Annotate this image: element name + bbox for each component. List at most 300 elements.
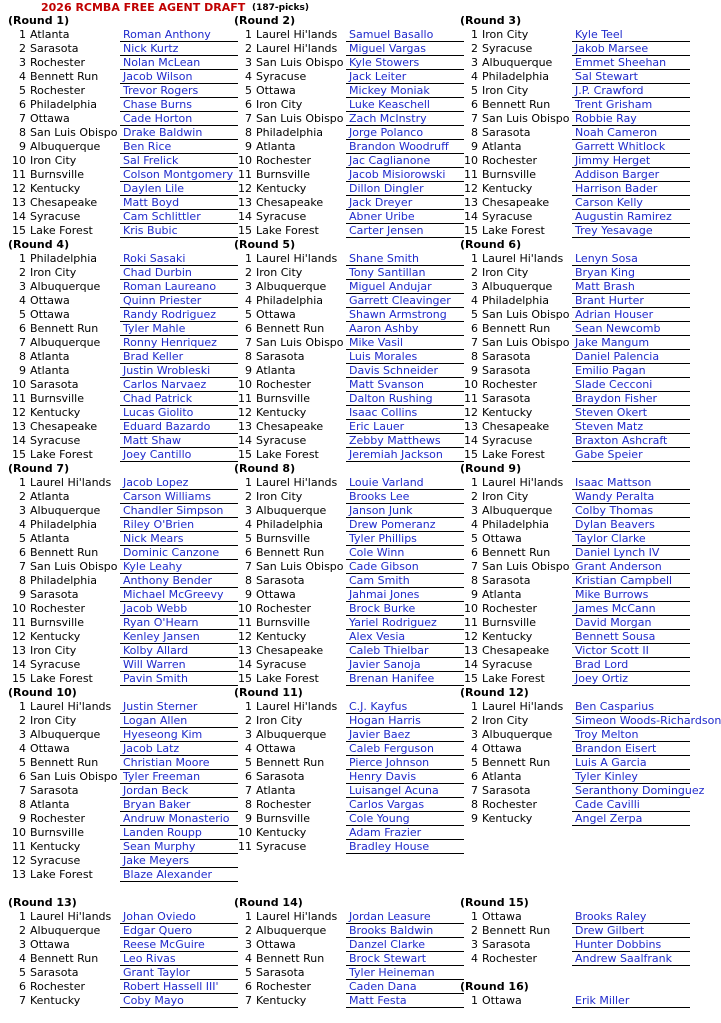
pick-row [452,602,687,616]
team-name: Laurel Hi'lands [256,476,338,489]
player-link[interactable]: Matt Shaw [120,434,238,448]
pick-row [0,350,235,364]
player-link[interactable]: Danzel Clarke [346,938,464,952]
player-link[interactable]: Ben Casparius [572,700,690,714]
player-link[interactable]: Jacob Lopez [120,476,238,490]
player-link[interactable]: Troy Melton [572,728,690,742]
player-link[interactable]: Javier Baez [346,728,464,742]
player-link[interactable]: Cade Cavilli [572,798,690,812]
pick-number: 2 [19,714,26,727]
pick-number: 1 [19,252,26,265]
player-link[interactable]: Eduard Bazardo [120,420,238,434]
pick-number: 11 [238,168,252,181]
round-block [0,896,235,1008]
player-link[interactable]: Hunter Dobbins [572,938,690,952]
player-link[interactable]: Gabe Speier [572,448,690,462]
round-title: (Round 12) [460,686,529,699]
pick-number: 1 [471,252,478,265]
player-link[interactable]: Kristian Campbell [572,574,690,588]
pick-row [452,714,721,728]
round-title: (Round 14) [234,896,303,909]
player-link[interactable]: Bradley House [346,840,464,854]
player-link[interactable]: Jacob Wilson [120,70,238,84]
player-link[interactable]: Jahmai Jones [346,588,464,602]
player-link[interactable]: Henry Davis [346,770,464,784]
player-link[interactable]: Logan Allen [120,714,238,728]
player-link[interactable]: Kyle Leahy [120,560,238,574]
pick-number: 5 [245,308,252,321]
player-link[interactable]: Justin Sterner [120,700,238,714]
pick-row [226,798,461,812]
player-link[interactable]: Dominic Canzone [120,546,238,560]
player-link[interactable]: Robbie Ray [572,112,690,126]
player-link[interactable]: Sean Murphy [120,840,238,854]
player-link[interactable]: Steven Okert [572,406,690,420]
player-link[interactable]: Jake Meyers [120,854,238,868]
pick-row [0,196,235,210]
player-link[interactable]: Kyle Stowers [346,56,464,70]
player-link[interactable]: Nick Mears [120,532,238,546]
pick-number: 13 [12,868,26,881]
player-link[interactable]: Brooks Lee [346,490,464,504]
pick-number: 10 [238,602,252,615]
round-title: (Round 4) [8,238,70,251]
pick-number: 15 [12,224,26,237]
player-link[interactable]: Roman Laureano [120,280,238,294]
player-link[interactable]: Dalton Rushing [346,392,464,406]
player-link[interactable]: Kolby Allard [120,644,238,658]
pick-number: 7 [19,994,26,1007]
pick-row [452,252,687,266]
player-link[interactable]: Harrison Bader [572,182,690,196]
player-link[interactable]: Jordan Leasure [346,910,464,924]
player-link[interactable]: Brandon Eisert [572,742,690,756]
round-title: (Round 7) [8,462,70,475]
team-name: Sarasota [30,588,79,601]
team-name: Kentucky [30,182,81,195]
player-link[interactable]: Bennett Sousa [572,630,690,644]
player-link[interactable]: Samuel Basallo [346,28,464,42]
player-link[interactable]: Cole Winn [346,546,464,560]
player-link[interactable]: Isaac Collins [346,406,464,420]
player-link[interactable]: Joey Ortiz [572,672,690,686]
player-link[interactable]: Drew Gilbert [572,924,690,938]
player-link[interactable]: Matt Festa [346,994,464,1008]
player-link[interactable]: Kris Bubic [120,224,238,238]
team-name: Sarasota [482,392,531,405]
pick-number: 15 [12,672,26,685]
player-link[interactable]: Noah Cameron [572,126,690,140]
team-name: Burnsville [256,168,310,181]
player-link[interactable]: Cole Young [346,812,464,826]
player-link[interactable]: Janson Junk [346,504,464,518]
player-link[interactable]: Drew Pomeranz [346,518,464,532]
player-link[interactable]: Roki Sasaki [120,252,238,266]
player-link[interactable]: Daylen Lile [120,182,238,196]
team-name: Kentucky [256,826,307,839]
player-link[interactable]: Randy Rodriguez [120,308,238,322]
player-link[interactable]: Trey Yesavage [572,224,690,238]
player-link[interactable]: Bryan King [572,266,690,280]
team-name: Ottawa [30,938,70,951]
team-name: Rochester [30,84,85,97]
pick-number: 1 [471,28,478,41]
team-name: Philadelphia [30,574,98,587]
pick-row [452,518,687,532]
player-link[interactable]: J.P. Crawford [572,84,690,98]
player-link[interactable]: Michael McGreevy [120,588,238,602]
pick-row [452,630,687,644]
player-link[interactable]: Tyler Freeman [120,770,238,784]
player-link[interactable]: Trent Grisham [572,98,690,112]
pick-row [0,658,235,672]
player-link[interactable]: Carson Williams [120,490,238,504]
round-block [226,14,461,238]
pick-number: 7 [245,112,252,125]
player-link[interactable]: Matt Brash [572,280,690,294]
team-name: Kentucky [482,630,533,643]
player-link[interactable]: Adrian Houser [572,308,690,322]
player-link[interactable]: Caden Dana [346,980,464,994]
player-link[interactable]: Jacob Webb [120,602,238,616]
pick-row [0,518,235,532]
pick-number: 8 [19,350,26,363]
pick-row [0,784,235,798]
team-name: Burnsville [256,392,310,405]
player-link[interactable]: Will Warren [120,658,238,672]
page-title: 2026 RCMBA FREE AGENT DRAFT [41,1,246,14]
player-link[interactable]: Jeremiah Jackson [346,448,464,462]
player-link[interactable]: Matt Svanson [346,378,464,392]
player-link[interactable]: Brad Lord [572,658,690,672]
pick-row [452,224,687,238]
team-name: San Luis Obispo [482,112,570,125]
player-link[interactable]: Steven Matz [572,420,690,434]
team-name: Philadelphia [482,70,550,83]
player-link[interactable]: Chase Burns [120,98,238,112]
pick-row [226,672,461,686]
player-link[interactable]: Cam Smith [346,574,464,588]
player-link[interactable]: Brant Hurter [572,294,690,308]
team-name: Albuquerque [256,728,327,741]
pick-row [0,574,235,588]
player-link[interactable]: Jac Caglianone [346,154,464,168]
player-link[interactable]: Riley O'Brien [120,518,238,532]
player-link[interactable]: Brock Stewart [346,952,464,966]
player-link[interactable]: Ryan O'Hearn [120,616,238,630]
player-link[interactable]: Trevor Rogers [120,84,238,98]
player-link[interactable]: Kyle Teel [572,28,690,42]
player-link[interactable]: Pierce Johnson [346,756,464,770]
player-link[interactable]: Taylor Clarke [572,532,690,546]
team-name: Syracuse [482,434,533,447]
pick-row [226,714,461,728]
player-link[interactable]: Tony Santillan [346,266,464,280]
player-link[interactable]: Brandon Woodruff [346,140,464,154]
player-link[interactable]: Miguel Vargas [346,42,464,56]
player-link[interactable]: Braydon Fisher [572,392,690,406]
player-link[interactable]: Erik Miller [572,994,690,1008]
team-name: Philadelphia [30,252,98,265]
player-link[interactable]: Addison Barger [572,168,690,182]
pick-number: 11 [12,616,26,629]
player-link[interactable]: Sal Stewart [572,70,690,84]
player-link[interactable]: Cam Schlittler [120,210,238,224]
player-link[interactable]: Emmet Sheehan [572,56,690,70]
team-name: Iron City [30,714,77,727]
player-link[interactable]: Kenley Jansen [120,630,238,644]
player-link[interactable]: Hogan Harris [346,714,464,728]
player-link[interactable]: Angel Zerpa [572,812,690,826]
round-block [0,238,235,462]
pick-number: 15 [238,448,252,461]
pick-number: 6 [245,322,252,335]
player-link[interactable]: Roman Anthony [120,28,238,42]
player-link[interactable]: Wandy Peralta [572,490,690,504]
player-link[interactable]: Brooks Raley [572,910,690,924]
team-name: Lake Forest [482,448,545,461]
player-link[interactable]: Jimmy Herget [572,154,690,168]
player-link[interactable]: Quinn Priester [120,294,238,308]
team-name: Rochester [482,602,537,615]
team-name: Chesapeake [482,420,550,433]
pick-number: 11 [12,840,26,853]
pick-row [226,756,461,770]
player-link[interactable]: Caleb Thielbar [346,644,464,658]
player-link[interactable]: Grant Taylor [120,966,238,980]
player-link[interactable]: Mickey Moniak [346,84,464,98]
player-link[interactable]: Pavin Smith [120,672,238,686]
team-name: Lake Forest [256,224,319,237]
team-name: Albuquerque [256,504,327,517]
team-name: San Luis Obispo [30,770,118,783]
player-link[interactable]: Jacob Latz [120,742,238,756]
player-link[interactable]: Alex Vesia [346,630,464,644]
pick-number: 2 [245,490,252,503]
player-link[interactable]: Hyeseong Kim [120,728,238,742]
player-link[interactable]: Aaron Ashby [346,322,464,336]
team-name: Sarasota [30,378,79,391]
pick-row [452,532,687,546]
player-link[interactable]: Mike Vasil [346,336,464,350]
pick-row [452,56,687,70]
round-title: (Round 8) [234,462,296,475]
player-link[interactable]: Abner Uribe [346,210,464,224]
player-link[interactable]: Luke Keaschell [346,98,464,112]
player-link[interactable]: Cade Gibson [346,560,464,574]
team-name: Iron City [482,84,529,97]
player-link[interactable]: Brad Keller [120,350,238,364]
player-link[interactable]: Tyler Mahle [120,322,238,336]
player-link[interactable]: Reese McGuire [120,938,238,952]
pick-number: 8 [19,574,26,587]
player-link[interactable]: Adam Frazier [346,826,464,840]
player-link[interactable]: Emilio Pagan [572,364,690,378]
player-link[interactable]: Blaze Alexander [120,868,238,882]
player-link[interactable]: Luis Morales [346,350,464,364]
player-link[interactable]: Coby Mayo [120,994,238,1008]
pick-number: 6 [471,98,478,111]
round-block [0,686,235,882]
player-link[interactable]: Dillon Dingler [346,182,464,196]
player-link[interactable]: Carter Jensen [346,224,464,238]
team-name: San Luis Obispo [256,560,344,573]
team-name: Kentucky [256,630,307,643]
pick-number: 15 [464,448,478,461]
player-link[interactable]: Carlos Narvaez [120,378,238,392]
team-name: Kentucky [30,840,81,853]
player-link[interactable]: Chad Patrick [120,392,238,406]
player-link[interactable]: Luisangel Acuna [346,784,464,798]
player-link[interactable]: Edgar Quero [120,924,238,938]
player-link[interactable]: Luis A Garcia [572,756,690,770]
player-link[interactable]: Landen Roupp [120,826,238,840]
pick-row [226,826,461,840]
pick-number: 5 [245,84,252,97]
player-link[interactable]: Tyler Kinley [572,770,690,784]
player-link[interactable]: Miguel Andujar [346,280,464,294]
team-name: Iron City [482,266,529,279]
pick-row [452,308,687,322]
pick-number: 1 [19,476,26,489]
player-link[interactable]: Daniel Lynch IV [572,546,690,560]
player-link[interactable]: Jack Leiter [346,70,464,84]
player-link[interactable]: Joey Cantillo [120,448,238,462]
player-link[interactable]: Javier Sanoja [346,658,464,672]
player-link[interactable]: Bryan Baker [120,798,238,812]
pick-row [0,210,235,224]
player-link[interactable]: Colby Thomas [572,504,690,518]
player-link[interactable]: Dylan Beavers [572,518,690,532]
player-link[interactable]: Zebby Matthews [346,434,464,448]
pick-number: 1 [245,28,252,41]
player-link[interactable]: Cade Horton [120,112,238,126]
pick-number: 4 [19,70,26,83]
pick-row [452,588,687,602]
player-link[interactable]: Christian Moore [120,756,238,770]
team-name: Philadelphia [482,518,550,531]
player-link[interactable]: C.J. Kayfus [346,700,464,714]
player-link[interactable]: Augustin Ramirez [572,210,690,224]
player-link[interactable]: Eric Lauer [346,420,464,434]
player-link[interactable]: Sal Frelick [120,154,238,168]
player-link[interactable]: Grant Anderson [572,560,690,574]
player-link[interactable]: Jorge Polanco [346,126,464,140]
player-link[interactable]: Shawn Armstrong [346,308,464,322]
player-link[interactable]: Davis Schneider [346,364,464,378]
player-link[interactable]: Yariel Rodriguez [346,616,464,630]
player-link[interactable]: Colson Montgomery [120,168,238,182]
player-link[interactable]: Chad Durbin [120,266,238,280]
pick-number: 9 [19,588,26,601]
pick-number: 9 [471,140,478,153]
team-name: Laurel Hi'lands [482,252,564,265]
player-link[interactable]: Anthony Bender [120,574,238,588]
team-name: San Luis Obispo [482,336,570,349]
player-link[interactable]: Tyler Heineman [346,966,464,980]
player-link[interactable]: Lenyn Sosa [572,252,690,266]
player-link[interactable]: Robert Hassell III' [120,980,238,994]
pick-row [226,630,461,644]
player-link[interactable]: Garrett Cleavinger [346,294,464,308]
player-link[interactable]: Jakob Marsee [572,42,690,56]
player-link[interactable]: Carlos Vargas [346,798,464,812]
team-name: Lake Forest [30,672,93,685]
player-link[interactable]: Braxton Ashcraft [572,434,690,448]
player-link[interactable]: Nick Kurtz [120,42,238,56]
pick-row [452,434,687,448]
pick-row [226,784,461,798]
pick-row [0,700,235,714]
pick-row [452,364,687,378]
player-link[interactable]: Sean Newcomb [572,322,690,336]
player-link[interactable]: Isaac Mattson [572,476,690,490]
player-link[interactable]: Jacob Misiorowski [346,168,464,182]
pick-row [226,910,461,924]
pick-row [0,952,235,966]
player-link[interactable]: Carson Kelly [572,196,690,210]
player-link[interactable]: David Morgan [572,616,690,630]
player-link[interactable]: Lucas Giolito [120,406,238,420]
player-link[interactable]: Seranthony Dominguez [572,784,690,798]
player-link[interactable]: Nolan McLean [120,56,238,70]
player-link[interactable]: Brooks Baldwin [346,924,464,938]
pick-row [452,210,687,224]
player-link[interactable]: Justin Wrobleski [120,364,238,378]
player-link[interactable]: Matt Boyd [120,196,238,210]
player-link[interactable]: Caleb Ferguson [346,742,464,756]
pick-row [226,112,461,126]
player-link[interactable]: Zach McInstry [346,112,464,126]
player-link[interactable]: Andruw Monasterio [120,812,238,826]
team-name: Iron City [256,490,303,503]
pick-row [226,84,461,98]
pick-row [0,644,235,658]
team-name: Chesapeake [30,196,98,209]
round-title: (Round 6) [460,238,522,251]
player-link[interactable]: Slade Cecconi [572,378,690,392]
pick-row [0,532,235,546]
player-link[interactable]: Leo Rivas [120,952,238,966]
player-link[interactable]: Tyler Phillips [346,532,464,546]
player-link[interactable]: Ronny Henriquez [120,336,238,350]
team-name: Albuquerque [30,728,101,741]
player-link[interactable]: Chandler Simpson [120,504,238,518]
pick-number: 8 [471,574,478,587]
player-link[interactable]: Brock Burke [346,602,464,616]
player-link[interactable]: James McCann [572,602,690,616]
player-link[interactable]: Garrett Whitlock [572,140,690,154]
player-link[interactable]: Johan Oviedo [120,910,238,924]
team-name: Kentucky [482,406,533,419]
player-link[interactable]: Andrew Saalfrank [572,952,690,966]
player-link[interactable]: Jake Mangum [572,336,690,350]
player-link[interactable]: Brenan Hanifee [346,672,464,686]
player-link[interactable]: Victor Scott II [572,644,690,658]
player-link[interactable]: Drake Baldwin [120,126,238,140]
pick-number: 3 [471,280,478,293]
player-link[interactable]: Louie Varland [346,476,464,490]
team-name: San Luis Obispo [30,126,118,139]
player-link[interactable]: Mike Burrows [572,588,690,602]
player-link[interactable]: Daniel Palencia [572,350,690,364]
player-link[interactable]: Simeon Woods-Richardson [572,714,690,728]
player-link[interactable]: Ben Rice [120,140,238,154]
pick-row [452,672,687,686]
player-link[interactable]: Jack Dreyer [346,196,464,210]
player-link[interactable]: Shane Smith [346,252,464,266]
player-link[interactable]: Jordan Beck [120,784,238,798]
